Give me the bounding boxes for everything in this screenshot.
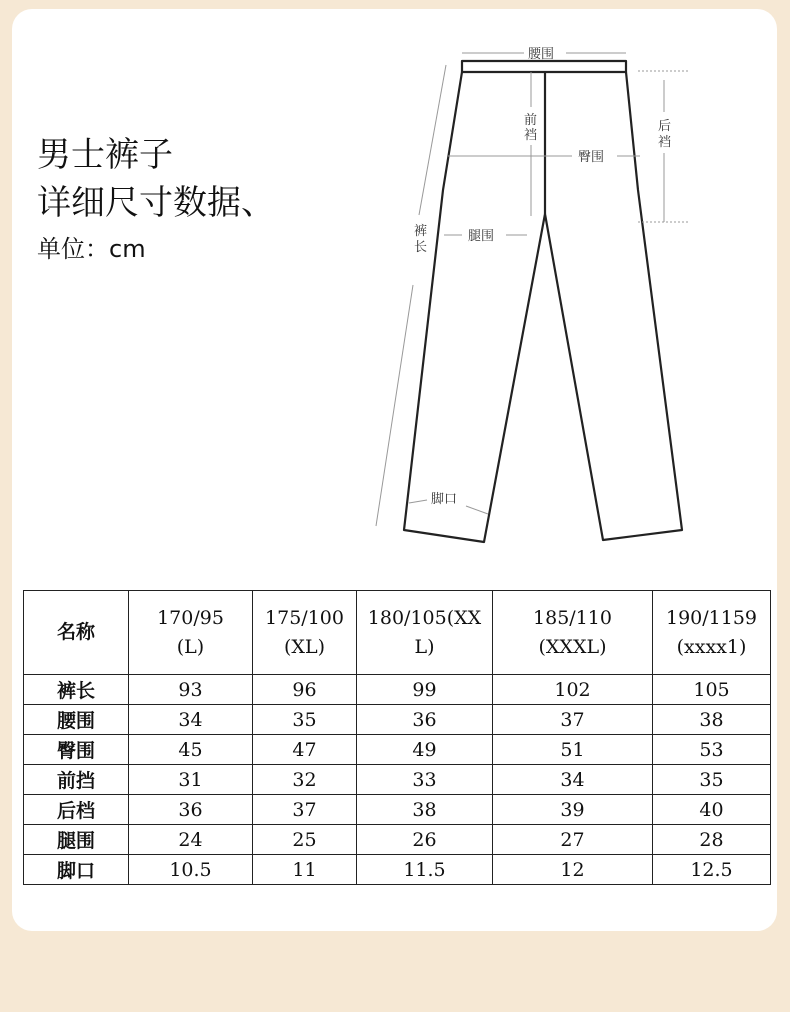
table-cell: 105	[653, 675, 771, 705]
table-cell: 102	[493, 675, 653, 705]
size-table-header	[24, 591, 771, 675]
thigh-label: 腿围	[468, 229, 495, 244]
size-header: 175/100 (XL)	[253, 591, 357, 675]
table-cell: 36	[357, 705, 493, 735]
table-row	[24, 675, 771, 705]
row-label: 臀围	[24, 735, 129, 765]
table-cell: 35	[653, 765, 771, 795]
table-cell: 12	[493, 855, 653, 885]
row-label: 腿围	[24, 825, 129, 855]
table-row	[24, 735, 771, 765]
table-row	[24, 795, 771, 825]
row-label: 腰围	[24, 705, 129, 735]
row-label: 后档	[24, 795, 129, 825]
page-title: 男士裤子	[37, 135, 173, 175]
length-label-1: 裤	[414, 224, 428, 239]
table-cell: 49	[357, 735, 493, 765]
table-cell: 36	[129, 795, 253, 825]
pants-measurement-diagram	[370, 38, 700, 558]
table-cell: 25	[253, 825, 357, 855]
table-cell: 96	[253, 675, 357, 705]
table-cell: 51	[493, 735, 653, 765]
hem-label: 脚口	[431, 492, 458, 507]
length-label-2: 长	[414, 240, 428, 255]
table-row	[24, 855, 771, 885]
size-table	[23, 590, 771, 885]
table-cell: 31	[129, 765, 253, 795]
table-cell: 12.5	[653, 855, 771, 885]
size-header: 170/95 (L)	[129, 591, 253, 675]
table-cell: 10.5	[129, 855, 253, 885]
table-cell: 40	[653, 795, 771, 825]
row-label: 脚口	[24, 855, 129, 885]
table-cell: 27	[493, 825, 653, 855]
table-cell: 32	[253, 765, 357, 795]
front-rise-label-1: 前	[524, 113, 538, 128]
unit-label: 单位：cm	[37, 235, 146, 263]
table-cell: 38	[357, 795, 493, 825]
table-cell: 38	[653, 705, 771, 735]
table-cell: 93	[129, 675, 253, 705]
table-cell: 99	[357, 675, 493, 705]
row-label: 前挡	[24, 765, 129, 795]
back-rise-label-1: 后	[658, 119, 672, 134]
table-cell: 39	[493, 795, 653, 825]
table-cell: 47	[253, 735, 357, 765]
page-subtitle: 详细尺寸数据、	[37, 183, 275, 223]
table-cell: 37	[253, 795, 357, 825]
table-cell: 34	[493, 765, 653, 795]
table-cell: 11	[253, 855, 357, 885]
size-header: 180/105(XX L)	[357, 591, 493, 675]
table-cell: 26	[357, 825, 493, 855]
table-cell: 45	[129, 735, 253, 765]
table-cell: 24	[129, 825, 253, 855]
table-row	[24, 765, 771, 795]
size-header: 185/110 (XXXL)	[493, 591, 653, 675]
name-header: 名称	[24, 591, 129, 675]
table-cell: 37	[493, 705, 653, 735]
table-cell: 28	[653, 825, 771, 855]
hip-label: 臀围	[578, 150, 605, 165]
table-cell: 53	[653, 735, 771, 765]
waist-label: 腰围	[528, 47, 555, 62]
table-row	[24, 705, 771, 735]
table-cell: 35	[253, 705, 357, 735]
front-rise-label-2: 裆	[524, 128, 538, 143]
table-row	[24, 825, 771, 855]
row-label: 裤长	[24, 675, 129, 705]
table-cell: 34	[129, 705, 253, 735]
size-header: 190/1159 (xxxx1)	[653, 591, 771, 675]
pants-outline-icon	[404, 61, 682, 542]
back-rise-label-2: 裆	[658, 135, 672, 150]
table-cell: 11.5	[357, 855, 493, 885]
table-cell: 33	[357, 765, 493, 795]
